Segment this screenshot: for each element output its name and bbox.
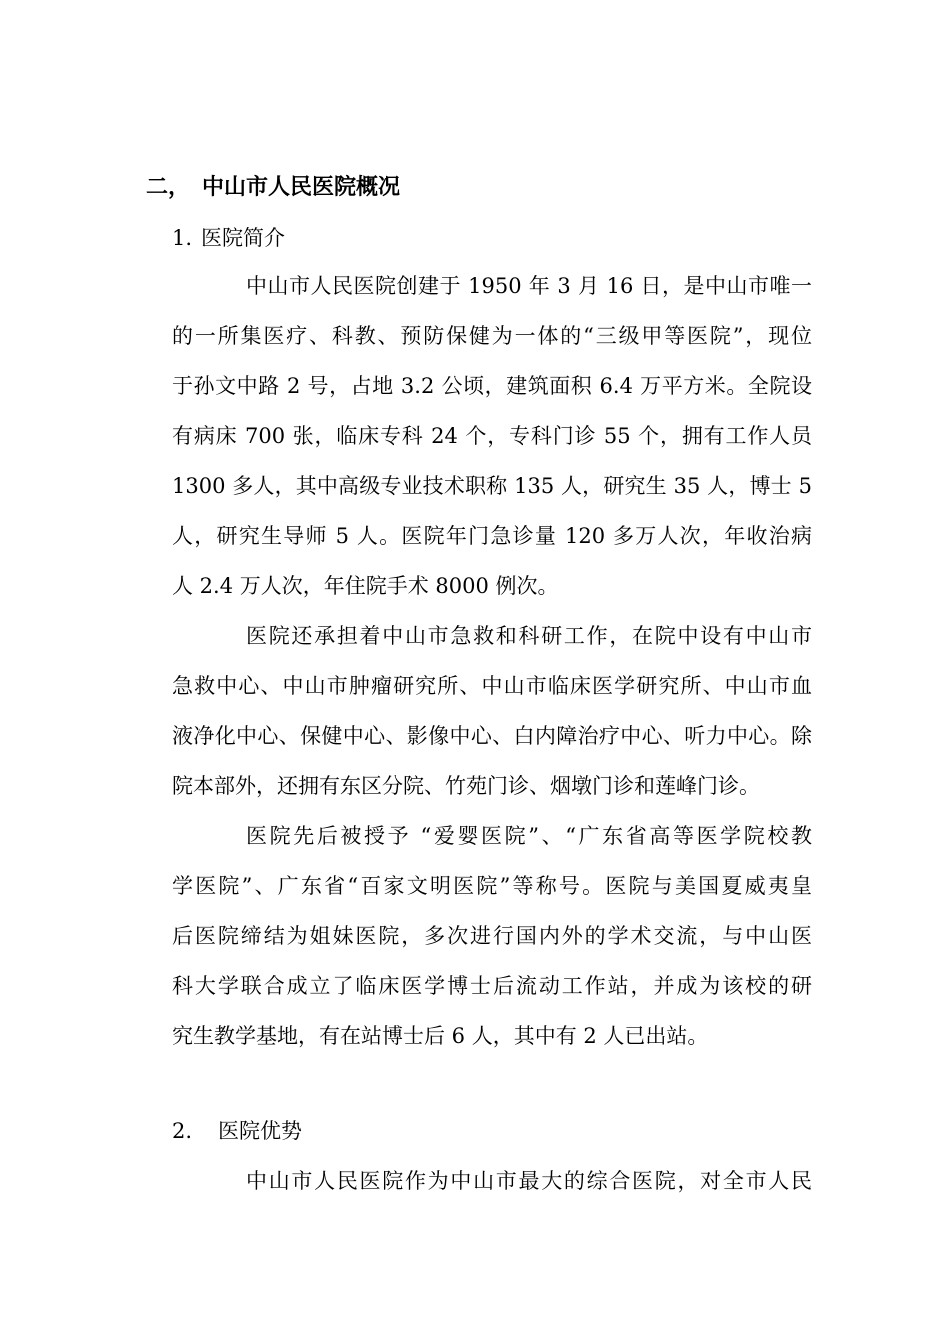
paragraph-1-line: 的一所集医疗、科教、预防保健为一体的“三级甲等医院”，现位: [172, 324, 812, 348]
paragraph-2-line: 院本部外，还拥有东区分院、竹苑门诊、烟墩门诊和莲峰门诊。: [172, 774, 760, 798]
paragraph-2-line: 急救中心、中山市肿瘤研究所、中山市临床医学研究所、中山市血: [172, 674, 812, 698]
paragraph-3-line: 究生教学基地，有在站博士后 6 人，其中有 2 人已出站。: [172, 1024, 709, 1048]
paragraph-3-line: 学医院”、广东省“百家文明医院”等称号。医院与美国夏威夷皇: [172, 874, 812, 898]
paragraph-4-line: 中山市人民医院作为中山市最大的综合医院，对全市人民: [246, 1169, 812, 1193]
paragraph-1-line: 1300 多人，其中高级专业技术职称 135 人，研究生 35 人，博士 5: [172, 474, 812, 498]
subsection-2-number: 2.: [172, 1119, 193, 1143]
paragraph-3-line: 科大学联合成立了临床医学博士后流动工作站，并成为该校的研: [172, 974, 812, 998]
paragraph-1-line: 人 2.4 万人次，年住院手术 8000 例次。: [172, 574, 559, 598]
paragraph-2-line: 医院还承担着中山市急救和科研工作，在院中设有中山市: [246, 624, 812, 648]
section-number: 二，: [146, 174, 191, 200]
paragraph-1-line: 人，研究生导师 5 人。医院年门急诊量 120 多万人次，年收治病: [172, 524, 812, 548]
paragraph-1-line: 于孙文中路 2 号，占地 3.2 公顷，建筑面积 6.4 万平方米。全院设: [172, 374, 812, 398]
paragraph-3-line: 后医院缔结为姐妹医院，多次进行国内外的学术交流，与中山医: [172, 924, 812, 948]
paragraph-2-line: 液净化中心、保健中心、影像中心、白内障治疗中心、听力中心。除: [172, 724, 812, 748]
section-title: 中山市人民医院概况: [202, 174, 401, 200]
paragraph-1-line: 中山市人民医院创建于 1950 年 3 月 16 日，是中山市唯一: [246, 274, 812, 298]
subsection-1-title: 医院简介: [201, 226, 285, 250]
paragraph-3-line: 医院先后被授予 “爱婴医院”、“广东省高等医学院校教: [246, 824, 812, 848]
subsection-2-title: 医院优势: [218, 1119, 302, 1143]
subsection-1-number: 1.: [172, 226, 193, 250]
paragraph-1-line: 有病床 700 张，临床专科 24 个，专科门诊 55 个，拥有工作人员: [172, 424, 812, 448]
